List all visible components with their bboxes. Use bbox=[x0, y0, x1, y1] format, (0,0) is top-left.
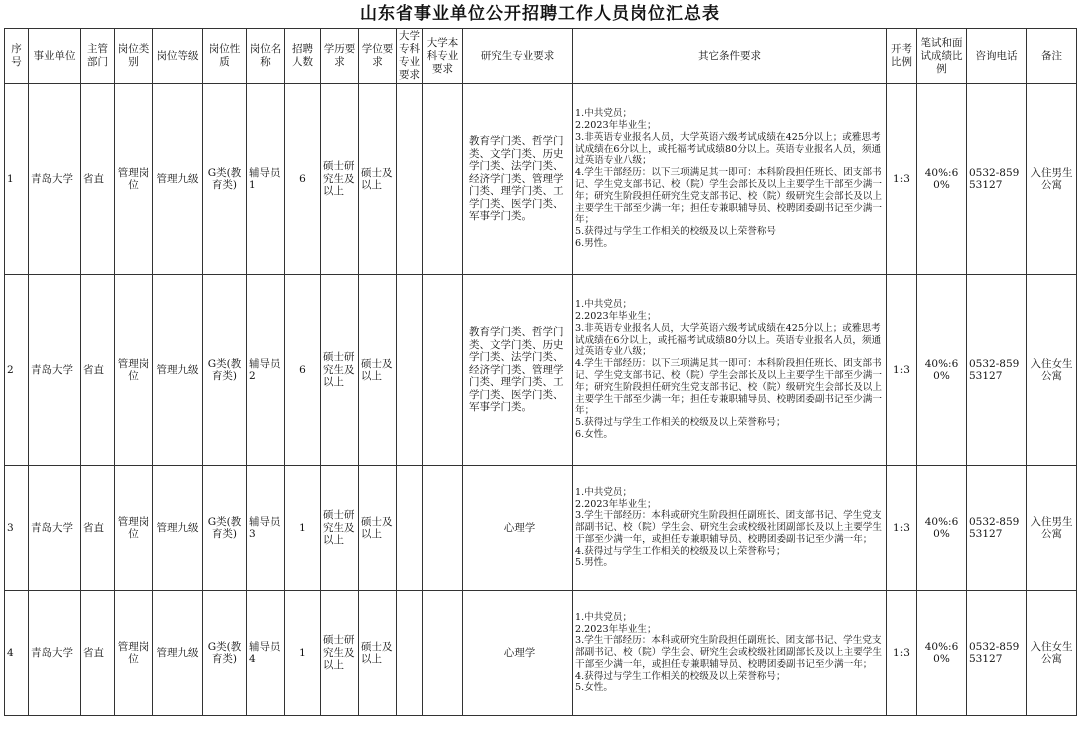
header-degree: 学位要求 bbox=[359, 29, 397, 84]
header-row bbox=[5, 29, 1077, 84]
condition-item: 5.获得过与学生工作相关的校级及以上荣誉称号 bbox=[575, 226, 777, 238]
cell-level: 管理九级 bbox=[153, 84, 203, 275]
cell-conditions bbox=[573, 466, 887, 591]
condition-item: 5.男性。 bbox=[575, 557, 613, 569]
header-college: 大学专科专业要求 bbox=[397, 29, 423, 84]
cell-bachelor bbox=[423, 466, 463, 591]
cell-dept: 省直 bbox=[81, 591, 115, 716]
cell-post: 辅导员1 bbox=[247, 84, 285, 275]
cell-phone: 0532-85953127 bbox=[967, 466, 1027, 591]
header-no: 序号 bbox=[5, 29, 29, 84]
cell-level: 管理九级 bbox=[153, 591, 203, 716]
condition-item: 4.获得过与学生工作相关的校级及以上荣誉称号； bbox=[575, 545, 786, 557]
header-level: 岗位等级 bbox=[153, 29, 203, 84]
cell-count: 1 bbox=[285, 466, 321, 591]
cell-edu: 硕士研究生及以上 bbox=[321, 84, 359, 275]
header-score: 笔试和面试成绩比例 bbox=[917, 29, 967, 84]
cell-post: 辅导员2 bbox=[247, 275, 285, 466]
condition-item: 1.中共党员； bbox=[575, 611, 633, 623]
header-dept: 主管部门 bbox=[81, 29, 115, 84]
cell-score: 40%:60% bbox=[917, 84, 967, 275]
cell-college bbox=[397, 466, 423, 591]
page-title: 山东省事业单位公开招聘工作人员岗位汇总表 bbox=[360, 4, 720, 24]
cell-category: 管理岗位 bbox=[115, 275, 153, 466]
condition-item: 2.2023年毕业生； bbox=[575, 120, 657, 132]
condition-item: 2.2023年毕业生； bbox=[575, 623, 657, 635]
table-row bbox=[5, 466, 1077, 591]
header-conditions: 其它条件要求 bbox=[573, 29, 887, 84]
table-row bbox=[5, 591, 1077, 716]
cell-dept: 省直 bbox=[81, 275, 115, 466]
cell-post: 辅导员3 bbox=[247, 466, 285, 591]
cell-unit: 青岛大学 bbox=[29, 275, 81, 466]
cell-category: 管理岗位 bbox=[115, 591, 153, 716]
cell-ratio: 1:3 bbox=[887, 466, 917, 591]
table-row bbox=[5, 275, 1077, 466]
cell-college bbox=[397, 591, 423, 716]
cell-category: 管理岗位 bbox=[115, 466, 153, 591]
condition-item: 4.学生干部经历：以下三项满足其一即可：本科阶段担任班长、团支部书记、学生党支部书记、校（院）学生会部长及以上主要学生干部至少满一年；研究生阶段担任研究生党支部书记、校（院）级研究生会部长及以上主要学生干部至少满一年；担任专兼职辅导员、校聘团委副书记至少满一年； bbox=[575, 358, 882, 417]
positions-table bbox=[4, 28, 1077, 716]
cell-edu: 硕士研究生及以上 bbox=[321, 466, 359, 591]
cell-conditions bbox=[573, 591, 887, 716]
cell-count: 6 bbox=[285, 275, 321, 466]
cell-degree: 硕士及以上 bbox=[359, 591, 397, 716]
cell-ratio: 1:3 bbox=[887, 84, 917, 275]
cell-post: 辅导员4 bbox=[247, 591, 285, 716]
condition-item: 3.非英语专业报名人员，大学英语六级考试成绩在425分以上；或雅思考试成绩在6分以上，或托福考试成绩80分以上。英语专业报名人员，须通过英语专业八级； bbox=[575, 131, 882, 167]
cell-no: 1 bbox=[5, 84, 29, 275]
header-phone: 咨询电话 bbox=[967, 29, 1027, 84]
cell-ratio: 1:3 bbox=[887, 591, 917, 716]
cell-bachelor bbox=[423, 591, 463, 716]
cell-grad: 教育学门类、哲学门类、文学门类、历史学门类、法学门类、经济学门类、管理学门类、理学门类、工学门类、医学门类、军事学门类。 bbox=[463, 275, 573, 466]
cell-grad: 心理学 bbox=[463, 591, 573, 716]
cell-conditions bbox=[573, 275, 887, 466]
cell-grad: 心理学 bbox=[463, 466, 573, 591]
cell-degree: 硕士及以上 bbox=[359, 466, 397, 591]
condition-item: 3.非英语专业报名人员，大学英语六级考试成绩在425分以上；或雅思考试成绩在6分以上，或托福考试成绩80分以上。英语专业报名人员，须通过英语专业八级； bbox=[575, 322, 882, 358]
cell-grad: 教育学门类、哲学门类、文学门类、历史学门类、法学门类、经济学门类、管理学门类、理学门类、工学门类、医学门类、军事学门类。 bbox=[463, 84, 573, 275]
cell-phone: 0532-85953127 bbox=[967, 275, 1027, 466]
condition-item: 4.获得过与学生工作相关的校级及以上荣誉称号； bbox=[575, 670, 786, 682]
header-bachelor: 大学本科专业要求 bbox=[423, 29, 463, 84]
cell-unit: 青岛大学 bbox=[29, 591, 81, 716]
cell-college bbox=[397, 84, 423, 275]
cell-no: 4 bbox=[5, 591, 29, 716]
condition-item: 1.中共党员； bbox=[575, 486, 633, 498]
cell-note: 入住女生公寓 bbox=[1027, 275, 1077, 466]
header-unit: 事业单位 bbox=[29, 29, 81, 84]
cell-nature: G类(教育类) bbox=[203, 591, 247, 716]
cell-phone: 0532-85953127 bbox=[967, 84, 1027, 275]
condition-item: 1.中共党员； bbox=[575, 299, 633, 311]
condition-item: 5.获得过与学生工作相关的校级及以上荣誉称号； bbox=[575, 417, 786, 429]
cell-edu: 硕士研究生及以上 bbox=[321, 275, 359, 466]
cell-edu: 硕士研究生及以上 bbox=[321, 591, 359, 716]
condition-item: 4.学生干部经历：以下三项满足其一即可：本科阶段担任班长、团支部书记、学生党支部书记、校（院）学生会部长及以上主要学生干部至少满一年；研究生阶段担任研究生党支部书记、校（院）级研究生会部长及以上主要学生干部至少满一年；担任专兼职辅导员、校聘团委副书记至少满一年； bbox=[575, 167, 882, 226]
cell-bachelor bbox=[423, 275, 463, 466]
condition-item: 2.2023年毕业生； bbox=[575, 498, 657, 510]
cell-phone: 0532-85953127 bbox=[967, 591, 1027, 716]
header-ratio: 开考比例 bbox=[887, 29, 917, 84]
cell-unit: 青岛大学 bbox=[29, 84, 81, 275]
cell-score: 40%:60% bbox=[917, 275, 967, 466]
cell-note: 入住男生公寓 bbox=[1027, 466, 1077, 591]
condition-item: 5.女性。 bbox=[575, 682, 613, 694]
header-note: 备注 bbox=[1027, 29, 1077, 84]
cell-dept: 省直 bbox=[81, 84, 115, 275]
cell-level: 管理九级 bbox=[153, 275, 203, 466]
header-post: 岗位名称 bbox=[247, 29, 285, 84]
cell-score: 40%:60% bbox=[917, 591, 967, 716]
header-category: 岗位类别 bbox=[115, 29, 153, 84]
header-edu: 学历要求 bbox=[321, 29, 359, 84]
condition-item: 2.2023年毕业生； bbox=[575, 311, 657, 323]
condition-item: 3.学生干部经历：本科或研究生阶段担任副班长、团支部书记、学生党支部副书记、校（院）学生会、研究生会或校级社团副部长及以上主要学生干部至少满一年，或担任专兼职辅导员、校聘团委副书记至少满一年； bbox=[575, 510, 882, 545]
cell-bachelor bbox=[423, 84, 463, 275]
condition-item: 6.男性。 bbox=[575, 237, 613, 249]
cell-nature: G类(教育类) bbox=[203, 466, 247, 591]
cell-dept: 省直 bbox=[81, 466, 115, 591]
cell-score: 40%:60% bbox=[917, 466, 967, 591]
condition-item: 1.中共党员； bbox=[575, 108, 633, 120]
cell-unit: 青岛大学 bbox=[29, 466, 81, 591]
cell-college bbox=[397, 275, 423, 466]
header-nature: 岗位性质 bbox=[203, 29, 247, 84]
cell-count: 1 bbox=[285, 591, 321, 716]
cell-no: 2 bbox=[5, 275, 29, 466]
cell-level: 管理九级 bbox=[153, 466, 203, 591]
cell-ratio: 1:3 bbox=[887, 275, 917, 466]
cell-count: 6 bbox=[285, 84, 321, 275]
table-row bbox=[5, 84, 1077, 275]
cell-no: 3 bbox=[5, 466, 29, 591]
cell-nature: G类(教育类) bbox=[203, 275, 247, 466]
condition-item: 6.女性。 bbox=[575, 428, 613, 440]
header-grad: 研究生专业要求 bbox=[463, 29, 573, 84]
cell-degree: 硕士及以上 bbox=[359, 84, 397, 275]
cell-note: 入住女生公寓 bbox=[1027, 591, 1077, 716]
cell-nature: G类(教育类) bbox=[203, 84, 247, 275]
condition-item: 3.学生干部经历：本科或研究生阶段担任副班长、团支部书记、学生党支部副书记、校（院）学生会、研究生会或校级社团副部长及以上主要学生干部至少满一年，或担任专兼职辅导员、校聘团委副书记至少满一年； bbox=[575, 635, 882, 670]
cell-category: 管理岗位 bbox=[115, 84, 153, 275]
cell-degree: 硕士及以上 bbox=[359, 275, 397, 466]
cell-conditions bbox=[573, 84, 887, 275]
cell-note: 入住男生公寓 bbox=[1027, 84, 1077, 275]
header-count: 招聘人数 bbox=[285, 29, 321, 84]
